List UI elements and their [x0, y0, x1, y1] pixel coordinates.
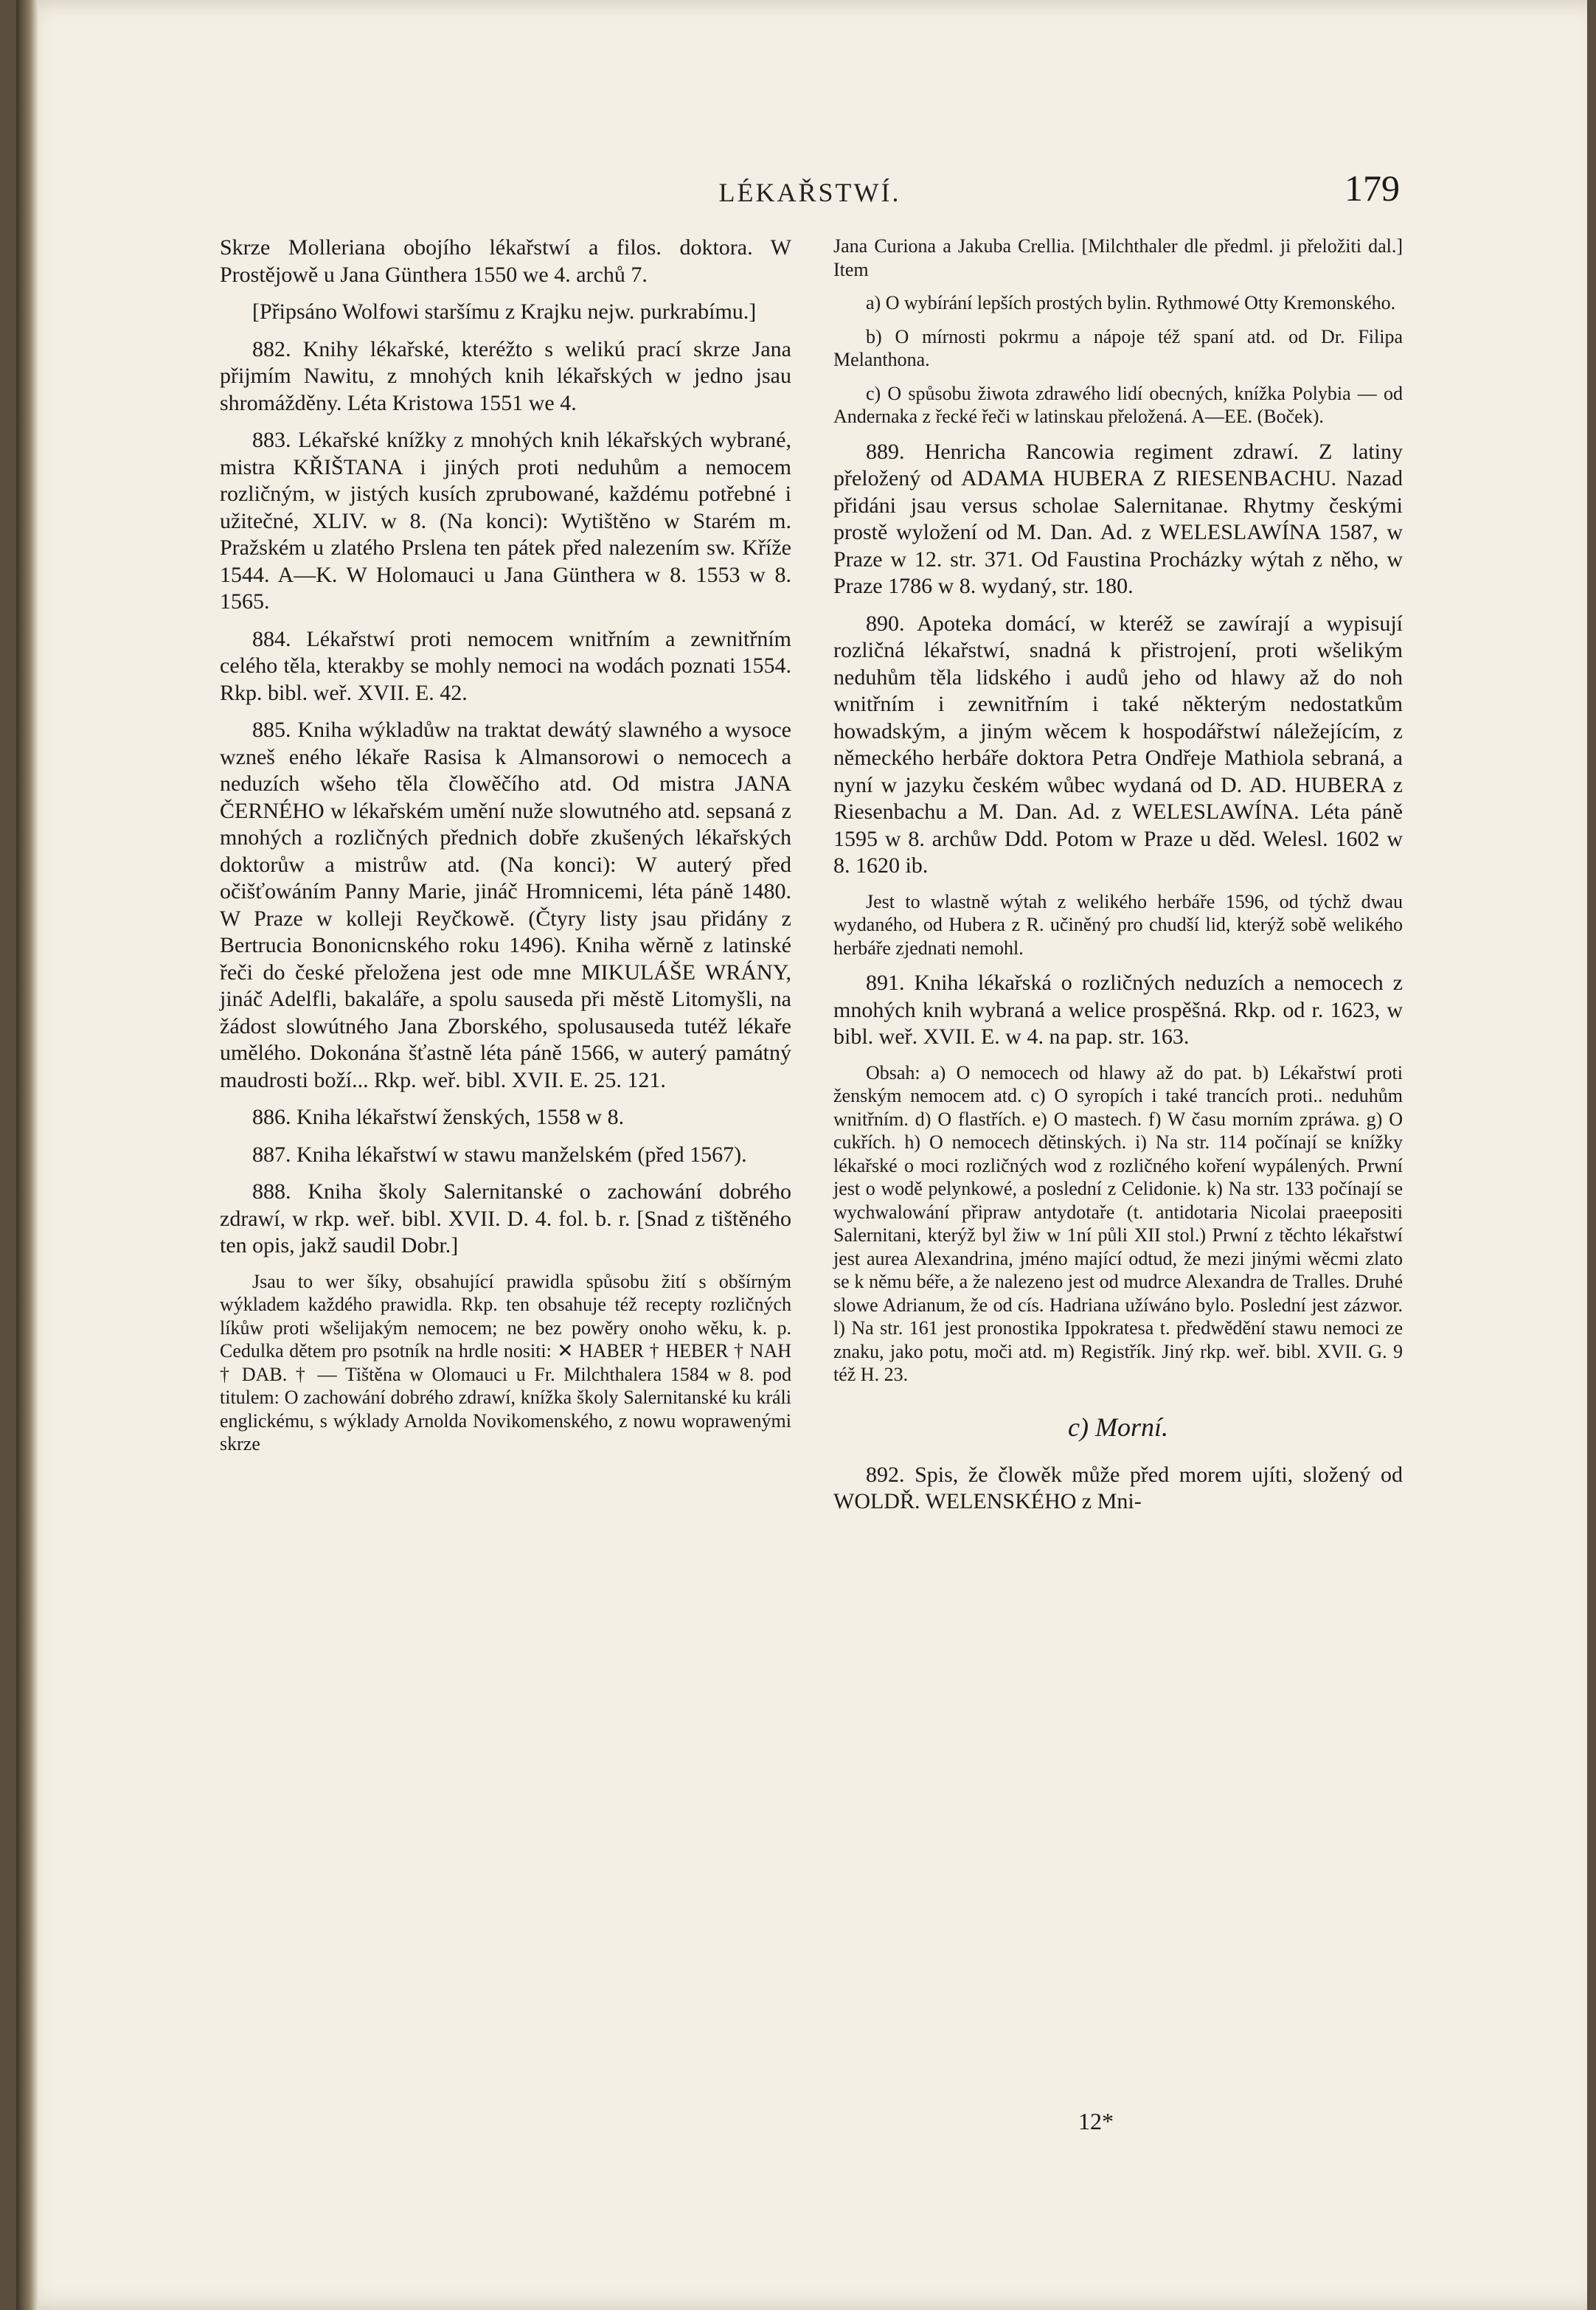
entry-886: 886. Kniha lékařstwí ženských, 1558 w 8. — [252, 1105, 625, 1129]
book-page — [16, 0, 1587, 2310]
entry-891-contents: Obsah: a) O nemocech od hlawy až do pat. b) Lékařstwí proti ženským nemocem atd. c) O syropích i také trancích proti.. neduhům wnitřním. d) O flastřích. e) O mastech. f) W času morním zpráwa. g) O cukřích. h) O nemocech dětinských. i) Na str. 114 počínají se knížky lékařské o moci rozličných wod z rozličného koření wypálených. Prwní jest o wodě pelynkowé, a poslední z Celidonie. k) Na str. 133 počínají se wychwalowání připraw antydotaře (t. antidotaria Nicolai praeepositi Salernitani, kterýž byl žiw w 1ní půli XII stol.) Prwní z těchto lékařstwí jest aurea Alexandrina, jméno mající odtud, že mezi jinými wěcmi zlato se k němu béře, a že nalezeno jest od mudrce Alexandra de Tralles. Druhé slowe Adrianum, že od cís. Hadriana užíwáno bylo. Poslední jest zázwor. l) Na str. 161 jest pronostika Ippokratesa t. předwědění stawu nemoci ze znaku, jako potu, moči atd. m) Registřík. Jiný rkp. weř. bibl. XVII. G. 9 též H. 23. — [833, 1061, 1403, 1385]
entry-882: 882. Knihy lékařské, kteréžto s welikú prací skrze Jana přijmím Nawitu, z mnohých knih lékařských w jedno jsau shromážděny. Léta Kristowa 1551 we 4. — [220, 336, 791, 415]
entry-883: 883. Lékařské knížky z mnohých knih lékařských wybrané, mistra KŘIŠTANA i jiných proti neduhům a nemocem rozličným, w jistých kusích zprubowané, každému potřebné i užitečné, XLIV. w 8. (Na konci): Wytištěno w Starém m. Pražském u zlatého Prslena ten pátek před nalezením sw. Kříže 1544. A—K. W Holomauci u Jana Günthera w 8. 1553 w 8. 1565. — [220, 428, 791, 614]
left-column — [220, 235, 791, 1466]
entry-887: 887. Kniha lékařstwí w stawu manželském (před 1567). — [252, 1142, 747, 1167]
entry-884: 884. Lékařstwí proti nemocem wnitřním a zewnitřním celého těla, kterakby se mohly nemoci na wodách poznati 1554. Rkp. bibl. weř. XVII. E. 42. — [220, 626, 791, 705]
running-title: LÉKAŘSTWÍ. — [718, 178, 901, 207]
entry-885: 885. Kniha wýkladůw na traktat dewátý slawného a wysoce wzneš eného lékaře Rasisa k Almansorowi o nemocech a neduzích wšeho těla člowěčího atd. Od mistra JANA ČERNÉHO w lékařském umění nuže slowutného atd. sepsaná z mnohých a rozličných přednich dobře zkušených lékařských doktorůw a mistrůw atd. (Na konci): W auterý před očišťowáním Panny Marie, jináč Hromnicemi, léta páně 1480. W Praze w kolleji Reyčkowě. (Čtyry listy jsau přidány z Bertrucia Bononicnského roku 1496). Kniha wěrně z latinské řeči do české přeložena jest ode mne MIKULÁŠE WRÁNY, jináč Adelfli, bakaláře, a spolu sauseda při městě Litomyšli, na žádost slowútného Jana Zborského, spolusauseda tutéž lékaře umělého. Dokonána šťastně léta páně 1566, w auterý památný maudrosti boží... Rkp. weř. bibl. XVII. E. 25. 121. — [220, 718, 791, 1092]
entry-889: 889. Henricha Rancowia regiment zdrawí. Z latiny přeložený od ADAMA HUBERA Z RIESENBACHU. Nazad přidáni jsau versus scholae Salernitanae. Rhytmy českými prostě wyložení od M. Dan. Ad. z WELESLAWÍNA 1587, w Praze w 12. str. 371. Od Faustina Procházky wýtah z něho, w Praze 1786 w 8. wydaný, str. 180. — [833, 439, 1403, 598]
entry-888: 888. Kniha školy Salernitanské o zachowání dobrého zdrawí, w rkp. weř. bibl. XVII. D. 4. fol. b. r. [Snad z tištěného ten opis, jakž saudil Dobr.] — [220, 1179, 791, 1258]
page-number: 179 — [1345, 167, 1400, 209]
entry-note: [Připsáno Wolfowi staršímu z Krajku nejw. purkrabímu.] — [252, 299, 757, 324]
entry-text: Skrze Molleriana obojího lékařstwí a filos. doktora. W Prostějowě u Jana Günthera 1550 we 4. archů 7. — [220, 235, 791, 287]
entry-891: 891. Kniha lékařská o rozličných neduzích a nemocech z mnohých knih wybraná a welice prospěšná. Rkp. od r. 1623, w bibl. weř. XVII. E. w 4. na pap. str. 163. — [833, 971, 1403, 1049]
entry-890-note: Jest to wlastně wýtah z welikého herbáře 1596, od týchž dwau wydaného, od Hubera z R. učiněný pro chudší lid, kterýž sobě welikého herbáře zjednati nemohl. — [833, 890, 1403, 959]
entry-890: 890. Apoteka domácí, w kteréž se zawírají a wypisují rozličná lékařstwí, snadná k přistrojení, proti wšelikým neduhům těla lidského i audů jeho od hlawy až do noh wnitřním i zewnitřním i také některým nedostatkům howadským, a jiným wěcem k hospodářstwí náležejícím, z německého herbáře doktora Petra Ondřeje Mathiola sebraná, a nyní w jazyku českém wůbec wydaná od D. AD. HUBERA z Riesenbachu a M. Dan. Ad. z WELESLAWÍNA. Léta páně 1595 w 8. archůw Ddd. Potom w Praze u děd. Welesl. 1602 w 8. 1620 ib. — [833, 611, 1403, 878]
entry-888-note-cont: Jana Curiona a Jakuba Crellia. [Milchthaler dle předml. ji přeložiti dal.] Item — [833, 235, 1403, 280]
book-spine-shadow — [16, 0, 38, 2310]
entry-888-note: Jsau to wer šíky, obsahující prawidla spůsobu žití s obšírným wýkladem každého prawidla. Rkp. ten obsahuje též recepty rozličných líkůw proti wšelijakým nemocem; ne bez powěry onoho wěku, k. p. Cedulka dětem pro psotník na hrdle nositi: ✕ HABER † HEBER † NAH † DAB. † — Tištěna w Olomauci u Fr. Milchthalera 1584 w 8. pod titulem: O zachowání dobrého zdrawí, knížka školy Salernitanské ku králi englickému, s wýklady Arnolda Novikomenského, z nowu woprawenými skrze — [220, 1270, 791, 1454]
sub-item-b: b) O mírnosti pokrmu a nápoje též spaní atd. od Dr. Filipa Melanthona. — [833, 325, 1403, 370]
page-header — [220, 167, 1400, 218]
entry-892: 892. Spis, že člowěk může před morem ujíti, složený od WOLDŘ. WELENSKÉHO z Mni- — [833, 1462, 1403, 1513]
sub-item-c: c) O spůsobu žiwota zdrawého lidí obecných, knížka Polybia — od Andernaka z řecké řeči w latinskau přeložená. A—EE. (Boček). — [833, 382, 1403, 427]
sub-item-a: a) O wybírání lepších prostých bylin. Rythmowé Otty Kremonského. — [866, 292, 1396, 313]
section-heading: c) Morní. — [1068, 1412, 1168, 1442]
right-column — [833, 235, 1403, 1526]
signature-mark: 12* — [1078, 2108, 1114, 2134]
